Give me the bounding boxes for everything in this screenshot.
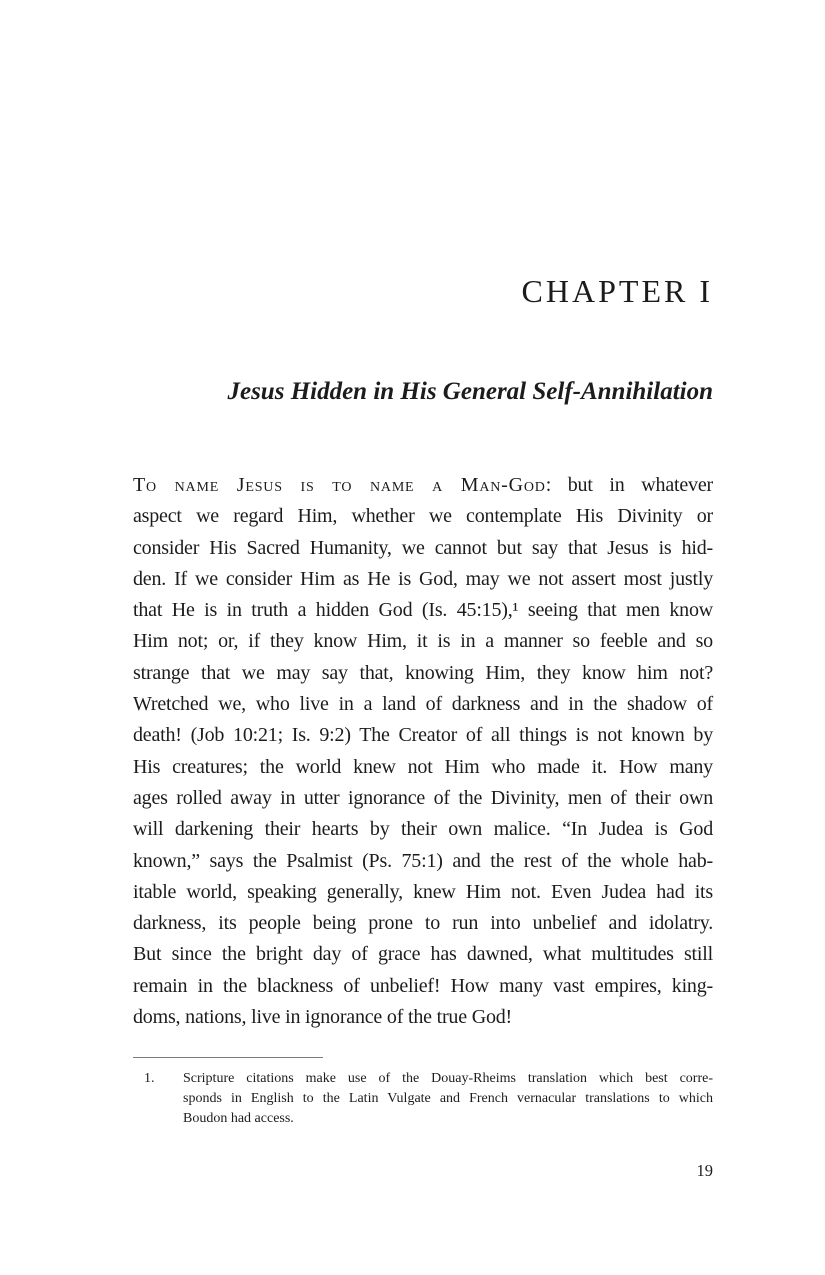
body-text-line: doms, nations, live in ignorance of the true God! (133, 1006, 512, 1029)
chapter-subtitle: Jesus Hidden in His General Self-Annihilation (227, 378, 713, 405)
body-text-line: strange that we may say that, knowing Him, they know him not? (133, 661, 713, 684)
body-text-line: remain in the blackness of unbelief! How many vast empires, king- (133, 974, 713, 997)
footnote-row (133, 1069, 713, 1129)
body-text-line: death! (Job 10:21; Is. 9:2) The Creator of all things is not known by (133, 724, 713, 747)
footnote-line: Scripture citations make use of the Douay-Rheims translation which best corre- (183, 1071, 713, 1086)
body-text-line: But since the bright day of grace has dawned, what multitudes still (133, 943, 713, 966)
body-text-line: Wretched we, who live in a land of darkness and in the shadow of (133, 693, 713, 716)
body-text-line: den. If we consider Him as He is God, may we not assert most justly (133, 567, 713, 590)
body-text-line: itable world, speaking generally, knew Him not. Even Judea had its (133, 880, 713, 903)
footnote-line: Boudon had access. (183, 1111, 294, 1126)
body-text-line: Him not; or, if they know Him, it is in a manner so feeble and so (133, 630, 713, 653)
body-lead-rest: : but in whatever (545, 474, 713, 496)
body-text-line: consider His Sacred Humanity, we cannot but say that Jesus is hid- (133, 536, 713, 559)
footnote-separator (133, 1057, 323, 1058)
body-text-line: darkness, its people being prone to run into unbelief and idolatry. (133, 912, 713, 935)
body-text-line: known,” says the Psalmist (Ps. 75:1) and the rest of the whole hab- (133, 849, 713, 872)
footnote (133, 1057, 713, 1129)
body-text-line: ages rolled away in utter ignorance of the Divinity, men of their own (133, 786, 713, 809)
page-number: 19 (696, 1161, 713, 1180)
footnote-text (183, 1069, 713, 1129)
footnote-line: sponds in English to the Latin Vulgate and French vernacular translations to which (183, 1091, 713, 1106)
footnote-marker: 1. (144, 1071, 155, 1086)
body-lead-small-caps: To name Jesus is to name a Man-God (133, 474, 546, 496)
chapter-heading: CHAPTER I (521, 273, 713, 309)
body-text-line: that He is in truth a hidden God (Is. 45:15),¹ seeing that men know (133, 599, 713, 622)
body-text-lines (133, 501, 713, 1033)
body-paragraph (133, 470, 713, 1033)
body-text-line: aspect we regard Him, whether we contemplate His Divinity or (133, 505, 713, 528)
body-lead-line (133, 470, 713, 501)
body-text-line: will darkening their hearts by their own malice. “In Judea is God (133, 818, 713, 841)
body-text-line: His creatures; the world knew not Him who made it. How many (133, 755, 713, 778)
